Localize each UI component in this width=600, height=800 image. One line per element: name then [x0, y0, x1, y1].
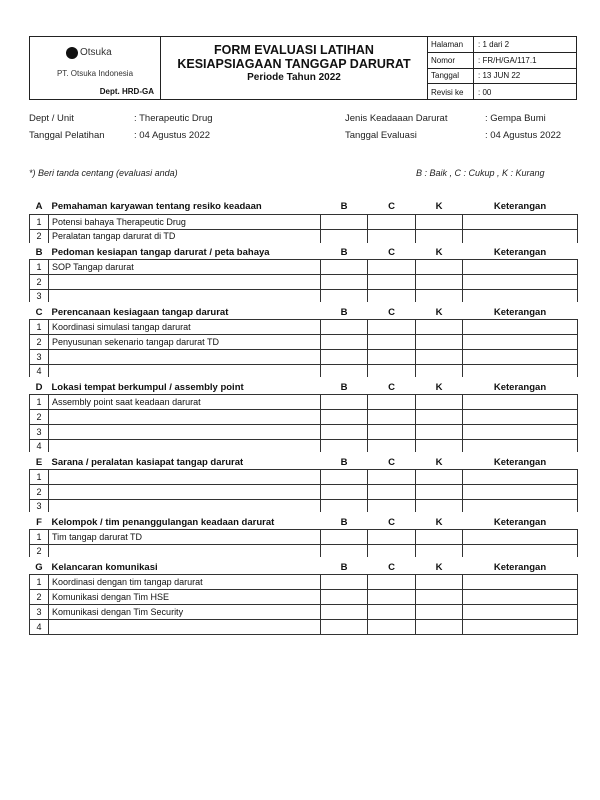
keterangan-cell[interactable]	[463, 469, 578, 484]
criteria-text: Koordinasi dengan tim tangap darurat	[49, 574, 321, 589]
keterangan-cell[interactable]	[463, 349, 578, 364]
logo-word: Otsuka	[80, 47, 112, 58]
col-header-keterangan: Keterangan	[493, 562, 547, 573]
rating-b-cell[interactable]	[321, 574, 368, 589]
col-header-k: K	[435, 307, 443, 318]
rating-b-cell[interactable]	[321, 229, 368, 244]
rating-k-cell[interactable]	[416, 469, 463, 484]
rating-b-cell[interactable]	[321, 409, 368, 424]
keterangan-cell[interactable]	[463, 214, 578, 229]
keterangan-cell[interactable]	[463, 484, 578, 499]
criteria-text	[49, 469, 321, 484]
table-row	[30, 364, 578, 379]
rating-k-cell[interactable]	[416, 589, 463, 604]
rating-k-cell[interactable]	[416, 424, 463, 439]
table-row	[30, 529, 578, 544]
row-number: 1	[30, 529, 49, 544]
keterangan-cell[interactable]	[463, 619, 578, 634]
table-row	[30, 574, 578, 589]
rating-k-cell[interactable]	[416, 484, 463, 499]
col-header-c: C	[388, 382, 395, 393]
criteria-text	[49, 619, 321, 634]
rating-legend: B : Baik , C : Cukup , K : Kurang	[416, 168, 545, 178]
col-header-c: C	[388, 307, 395, 318]
row-number: 1	[30, 469, 49, 484]
table-row	[30, 439, 578, 454]
criteria-text	[49, 289, 321, 304]
rating-k-cell[interactable]	[416, 229, 463, 244]
emergency-type-label: Jenis Keadaaan Darurat	[345, 113, 448, 124]
rating-c-cell[interactable]	[368, 214, 416, 229]
section-title: Pemahaman karyawan tentang resiko keadaan	[51, 200, 262, 212]
section-title: Perencanaan kesiagaan tangap darurat	[51, 307, 229, 318]
col-header-c: C	[388, 517, 395, 528]
rating-c-cell[interactable]	[368, 574, 416, 589]
col-header-b: B	[340, 200, 348, 212]
table-row	[30, 319, 578, 334]
section-header-b	[30, 244, 578, 259]
company-logo-block	[30, 37, 161, 99]
rating-b-cell[interactable]	[321, 394, 368, 409]
rating-b-cell[interactable]	[321, 349, 368, 364]
row-number: 1	[30, 319, 49, 334]
rating-b-cell[interactable]	[321, 619, 368, 634]
row-number: 4	[30, 439, 49, 454]
rating-k-cell[interactable]	[416, 604, 463, 619]
rating-c-cell[interactable]	[368, 334, 416, 349]
table-row	[30, 544, 578, 559]
meta-row-date	[428, 69, 576, 85]
evaluation-table	[29, 199, 578, 635]
row-number: 3	[30, 604, 49, 619]
rating-k-cell[interactable]	[416, 364, 463, 379]
rating-b-cell[interactable]	[321, 439, 368, 454]
col-header-c: C	[388, 562, 395, 573]
training-date-value[interactable]: : 04 Agustus 2022	[134, 130, 211, 141]
col-header-k: K	[435, 246, 443, 258]
table-row	[30, 604, 578, 619]
row-number: 1	[30, 214, 49, 229]
keterangan-cell[interactable]	[463, 499, 578, 514]
rating-b-cell[interactable]	[321, 544, 368, 559]
criteria-text: Koordinasi simulasi tangap darurat	[49, 319, 321, 334]
meta-key: Revisi ke	[428, 84, 474, 100]
dept-value[interactable]: : Therapeutic Drug	[134, 113, 213, 124]
form-period: Periode Tahun 2022	[247, 72, 341, 83]
rating-c-cell[interactable]	[368, 439, 416, 454]
rating-k-cell[interactable]	[416, 319, 463, 334]
table-row	[30, 349, 578, 364]
row-number: 1	[30, 574, 49, 589]
keterangan-cell[interactable]	[463, 334, 578, 349]
col-header-b: B	[340, 307, 348, 318]
section-header-a	[30, 199, 578, 214]
meta-key: Nomor	[428, 53, 474, 68]
rating-k-cell[interactable]	[416, 274, 463, 289]
table-row	[30, 409, 578, 424]
table-row	[30, 589, 578, 604]
rating-c-cell[interactable]	[368, 274, 416, 289]
criteria-text	[49, 364, 321, 379]
department-code: Dept. HRD-GA	[99, 87, 154, 96]
document-meta	[428, 37, 576, 99]
rating-k-cell[interactable]	[416, 574, 463, 589]
keterangan-cell[interactable]	[463, 424, 578, 439]
row-number: 2	[30, 274, 49, 289]
table-row	[30, 424, 578, 439]
meta-value: : 00	[478, 87, 492, 97]
rating-c-cell[interactable]	[368, 349, 416, 364]
keterangan-cell[interactable]	[463, 394, 578, 409]
col-header-k: K	[435, 562, 443, 573]
rating-b-cell[interactable]	[321, 529, 368, 544]
col-header-keterangan: Keterangan	[493, 457, 547, 468]
company-name: PT. Otsuka Indonesia	[56, 69, 134, 78]
criteria-text	[49, 484, 321, 499]
rating-k-cell[interactable]	[416, 409, 463, 424]
section-title: Kelompok / tim penanggulangan keadaan darurat	[51, 517, 275, 528]
criteria-text	[49, 349, 321, 364]
criteria-text	[49, 544, 321, 559]
col-header-keterangan: Keterangan	[493, 200, 547, 212]
rating-k-cell[interactable]	[416, 544, 463, 559]
rating-c-cell[interactable]	[368, 259, 416, 274]
keterangan-cell[interactable]	[463, 364, 578, 379]
table-row	[30, 469, 578, 484]
table-row	[30, 484, 578, 499]
col-header-b: B	[340, 382, 348, 393]
section-letter: F	[36, 517, 42, 528]
col-header-keterangan: Keterangan	[493, 307, 547, 318]
rating-c-cell[interactable]	[368, 484, 416, 499]
training-date-label: Tanggal Pelatihan	[29, 130, 105, 141]
col-header-k: K	[435, 200, 443, 212]
criteria-text	[49, 274, 321, 289]
row-number: 2	[30, 544, 49, 559]
row-number: 2	[30, 409, 49, 424]
otsuka-logo-icon	[66, 47, 78, 59]
meta-key: Tanggal	[428, 69, 474, 84]
col-header-k: K	[435, 517, 443, 528]
rating-c-cell[interactable]	[368, 529, 416, 544]
criteria-text: Penyusunan sekenario tangap darurat TD	[49, 334, 321, 349]
col-header-keterangan: Keterangan	[493, 517, 547, 528]
table-row	[30, 289, 578, 304]
rating-b-cell[interactable]	[321, 499, 368, 514]
section-header-c	[30, 304, 578, 319]
rating-c-cell[interactable]	[368, 544, 416, 559]
rating-k-cell[interactable]	[416, 349, 463, 364]
section-letter: A	[35, 200, 43, 212]
rating-b-cell[interactable]	[321, 274, 368, 289]
rating-c-cell[interactable]	[368, 364, 416, 379]
rating-k-cell[interactable]	[416, 619, 463, 634]
section-letter: B	[35, 246, 43, 258]
row-number: 2	[30, 229, 49, 244]
rating-k-cell[interactable]	[416, 529, 463, 544]
criteria-text: Tim tangap darurat TD	[49, 529, 321, 544]
table-row	[30, 394, 578, 409]
row-number: 3	[30, 289, 49, 304]
keterangan-cell[interactable]	[463, 529, 578, 544]
table-row	[30, 334, 578, 349]
form-subtitle: KESIAPSIAGAAN TANGGAP DARURAT	[177, 57, 411, 71]
rating-c-cell[interactable]	[368, 229, 416, 244]
section-letter: E	[35, 457, 43, 468]
rating-c-cell[interactable]	[368, 604, 416, 619]
col-header-b: B	[340, 246, 348, 258]
section-title: Kelancaran komunikasi	[51, 562, 158, 573]
keterangan-cell[interactable]	[463, 439, 578, 454]
rating-b-cell[interactable]	[321, 469, 368, 484]
criteria-text	[49, 439, 321, 454]
rating-b-cell[interactable]	[321, 214, 368, 229]
meta-value: : 13 JUN 22	[478, 71, 521, 81]
rating-b-cell[interactable]	[321, 604, 368, 619]
rating-b-cell[interactable]	[321, 484, 368, 499]
col-header-b: B	[340, 517, 348, 528]
meta-row-revision	[428, 84, 576, 100]
dept-label: Dept / Unit	[29, 113, 74, 124]
col-header-c: C	[388, 200, 395, 212]
keterangan-cell[interactable]	[463, 274, 578, 289]
table-row	[30, 619, 578, 634]
meta-value: : 1 dari 2	[478, 39, 510, 49]
instruction-note: *) Beri tanda centang (evaluasi anda)	[29, 168, 178, 178]
section-header-e	[30, 454, 578, 469]
col-header-k: K	[435, 457, 443, 468]
rating-k-cell[interactable]	[416, 214, 463, 229]
meta-key: Halaman	[428, 37, 474, 52]
section-letter: G	[35, 562, 43, 573]
rating-c-cell[interactable]	[368, 424, 416, 439]
keterangan-cell[interactable]	[463, 409, 578, 424]
meta-row-number	[428, 53, 576, 69]
col-header-keterangan: Keterangan	[493, 246, 547, 258]
table-row	[30, 499, 578, 514]
row-number: 1	[30, 259, 49, 274]
table-row	[30, 259, 578, 274]
form-title: FORM EVALUASI LATIHAN	[214, 43, 374, 57]
section-letter: C	[35, 307, 43, 318]
criteria-text	[49, 424, 321, 439]
section-header-g	[30, 559, 578, 574]
section-header-d	[30, 379, 578, 394]
rating-b-cell[interactable]	[321, 424, 368, 439]
keterangan-cell[interactable]	[463, 319, 578, 334]
rating-c-cell[interactable]	[368, 319, 416, 334]
rating-k-cell[interactable]	[416, 289, 463, 304]
meta-value: : FR/H/GA/117.1	[478, 55, 537, 65]
keterangan-cell[interactable]	[463, 574, 578, 589]
table-row	[30, 229, 578, 244]
criteria-text: Peralatan tangap darurat di TD	[49, 229, 321, 244]
row-number: 2	[30, 334, 49, 349]
col-header-b: B	[340, 562, 348, 573]
keterangan-cell[interactable]	[463, 259, 578, 274]
keterangan-cell[interactable]	[463, 229, 578, 244]
eval-date-label: Tanggal Evaluasi	[345, 130, 417, 141]
emergency-type-value[interactable]: : Gempa Bumi	[485, 113, 546, 124]
col-header-c: C	[388, 457, 395, 468]
row-number: 1	[30, 394, 49, 409]
keterangan-cell[interactable]	[463, 589, 578, 604]
criteria-text: Komunikasi dengan Tim HSE	[49, 589, 321, 604]
rating-k-cell[interactable]	[416, 439, 463, 454]
criteria-text: Potensi bahaya Therapeutic Drug	[49, 214, 321, 229]
row-number: 2	[30, 484, 49, 499]
section-title: Pedoman kesiapan tangap darurat / peta bahaya	[51, 246, 270, 258]
col-header-c: C	[388, 246, 395, 258]
row-number: 4	[30, 364, 49, 379]
rating-c-cell[interactable]	[368, 469, 416, 484]
rating-k-cell[interactable]	[416, 259, 463, 274]
eval-date-value[interactable]: : 04 Agustus 2022	[485, 130, 562, 141]
keterangan-cell[interactable]	[463, 544, 578, 559]
rating-k-cell[interactable]	[416, 394, 463, 409]
rating-c-cell[interactable]	[368, 619, 416, 634]
section-letter: D	[35, 382, 43, 393]
criteria-text	[49, 499, 321, 514]
criteria-text: Komunikasi dengan Tim Security	[49, 604, 321, 619]
row-number: 3	[30, 349, 49, 364]
section-header-f	[30, 514, 578, 529]
row-number: 3	[30, 424, 49, 439]
row-number: 2	[30, 589, 49, 604]
row-number: 3	[30, 499, 49, 514]
table-row	[30, 214, 578, 229]
keterangan-cell[interactable]	[463, 604, 578, 619]
rating-c-cell[interactable]	[368, 499, 416, 514]
rating-c-cell[interactable]	[368, 409, 416, 424]
rating-b-cell[interactable]	[321, 364, 368, 379]
criteria-text: SOP Tangap darurat	[49, 259, 321, 274]
row-number: 4	[30, 619, 49, 634]
col-header-b: B	[340, 457, 348, 468]
rating-c-cell[interactable]	[368, 589, 416, 604]
meta-row-page	[428, 37, 576, 53]
col-header-k: K	[435, 382, 443, 393]
rating-k-cell[interactable]	[416, 334, 463, 349]
rating-b-cell[interactable]	[321, 319, 368, 334]
criteria-text: Assembly point saat keadaan darurat	[49, 394, 321, 409]
rating-c-cell[interactable]	[368, 394, 416, 409]
rating-b-cell[interactable]	[321, 334, 368, 349]
form-title-block	[161, 37, 428, 99]
section-title: Lokasi tempat berkumpul / assembly point	[51, 382, 244, 393]
keterangan-cell[interactable]	[463, 289, 578, 304]
rating-b-cell[interactable]	[321, 289, 368, 304]
rating-k-cell[interactable]	[416, 499, 463, 514]
criteria-text	[49, 409, 321, 424]
table-row	[30, 274, 578, 289]
rating-b-cell[interactable]	[321, 259, 368, 274]
section-title: Sarana / peralatan kasiapat tangap darurat	[51, 457, 244, 468]
col-header-keterangan: Keterangan	[493, 382, 547, 393]
rating-b-cell[interactable]	[321, 589, 368, 604]
form-header	[29, 36, 577, 100]
rating-c-cell[interactable]	[368, 289, 416, 304]
